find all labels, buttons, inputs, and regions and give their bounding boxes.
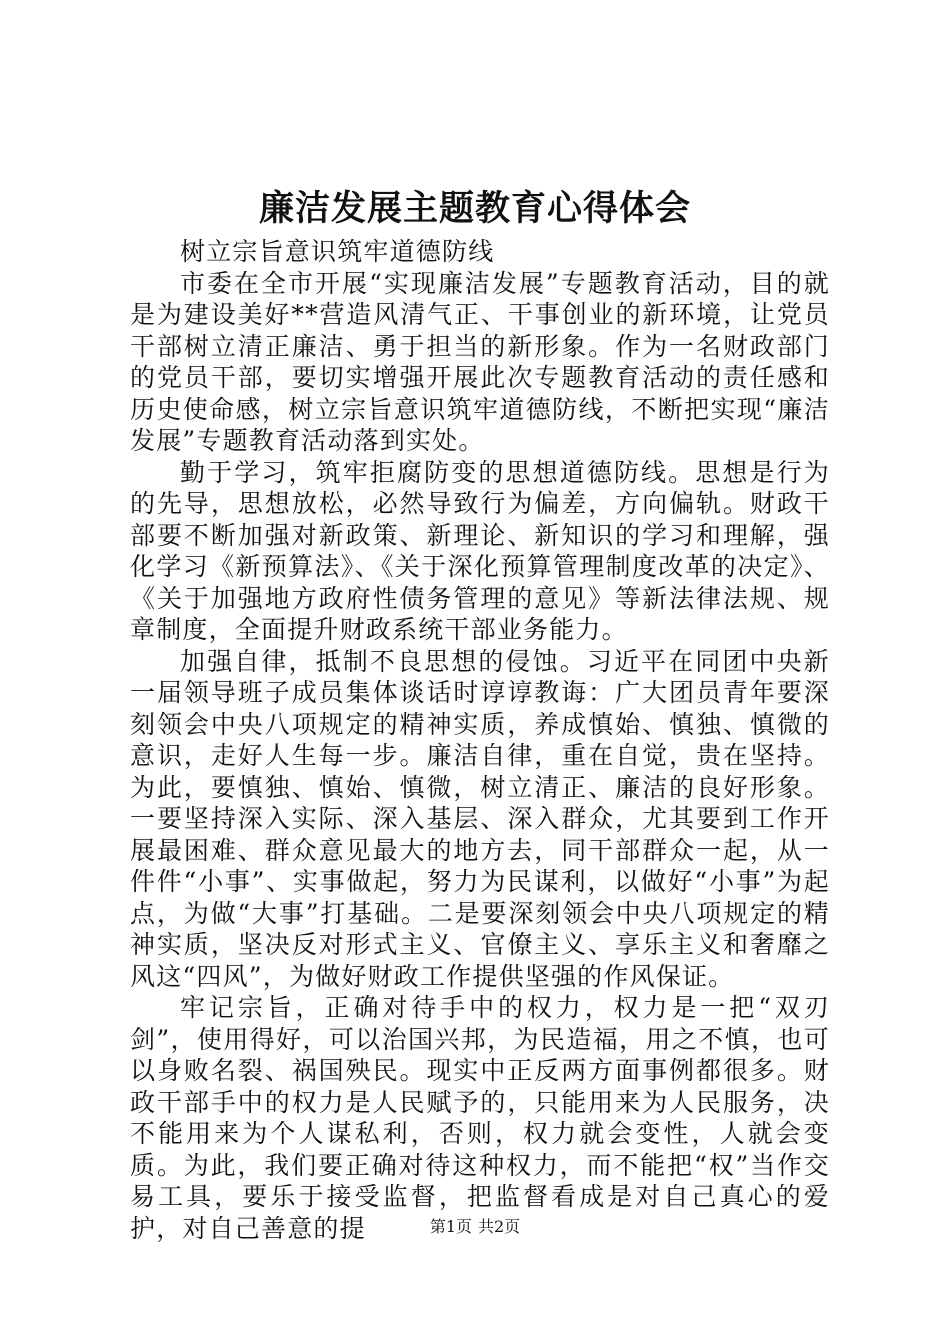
- document-title: 廉洁发展主题教育心得体会: [258, 188, 691, 229]
- body-paragraph: 勤于学习，筑牢拒腐防变的思想道德防线。思想是行为的先导，思想放松，必然导致行为偏差，方向偏轨。财政干部要不断加强对新政策、新理论、新知识的学习和理解，强化学习《新预算法》、《关于深化预算管理制度改革的决定》、《关于加强地方政府性债务管理的意见》等新法律法规、规章制度，全面提升财政系统干部业务能力。: [130, 457, 830, 644]
- page-total: 共2页: [478, 1217, 521, 1236]
- page-footer: [0, 1217, 950, 1237]
- body-paragraph: 牢记宗旨，正确对待手中的权力，权力是一把“双刃剑”，使用得好，可以治国兴邦，为民造福，用之不慎，也可以身败名裂、祸国殃民。现实中正反两方面事例都很多。财政干部手中的权力是人民赋予的，只能用来为人民服务，决不能用来为个人谋私利，否则，权力就会变性，人就会变质。为此，我们要正确对待这种权力，而不能把“权”当作交易工具，要乐于接受监督，把监督看成是对自己真心的爱护，对自己善意的提: [130, 993, 830, 1243]
- page-number: 第1页: [429, 1217, 472, 1236]
- document-body: [130, 236, 830, 1244]
- body-paragraph: 市委在全市开展“实现廉洁发展”专题教育活动，目的就是为建设美好**营造风清气正、干事创业的新环境，让党员干部树立清正廉洁、勇于担当的新形象。作为一名财政部门的党员干部，要切实增强开展此次专题教育活动的责任感和历史使命感，树立宗旨意识筑牢道德防线，不断把实现“廉洁发展”专题教育活动落到实处。: [130, 268, 830, 455]
- subtitle-paragraph: 树立宗旨意识筑牢道德防线: [180, 237, 495, 266]
- body-paragraph: 加强自律，抵制不良思想的侵蚀。习近平在同团中央新一届领导班子成员集体谈话时谆谆教诲：广大团员青年要深刻领会中央八项规定的精神实质，养成慎始、慎独、慎微的意识，走好人生每一步。廉洁自律，重在自觉，贵在坚持。为此，要慎独、慎始、慎微，树立清正、廉洁的良好形象。一要坚持深入实际、深入基层、深入群众，尤其要到工作开展最困难、群众意见最大的地方去，同干部群众一起，从一件件“小事”、实事做起，努力为民谋利，以做好“小事”为起点，为做“大事”打基础。二是要深刻领会中央八项规定的精神实质，坚决反对形式主义、官僚主义、享乐主义和奢靡之风这“四风”，为做好财政工作提供坚强的作风保证。: [130, 646, 830, 991]
